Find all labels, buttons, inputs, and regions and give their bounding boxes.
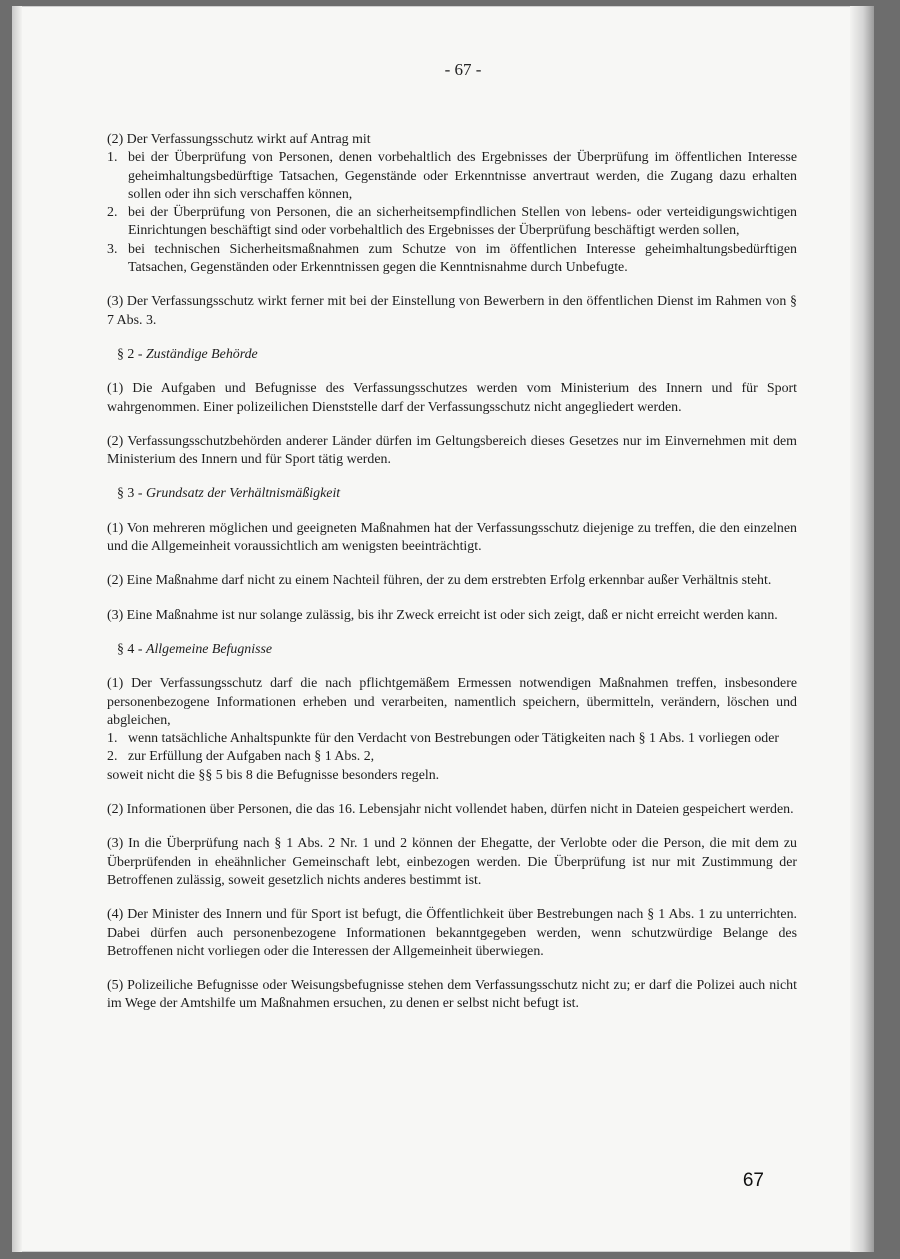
s4-abs5: (5) Polizeiliche Befugnisse oder Weisungsbefugnisse stehen dem Verfassungsschutz nicht zu; er darf die Polizei auch nicht im Wege der Amtshilfe um Maßnahmen ersuchen, zu denen er selbst nicht befugt ist.: [107, 978, 797, 1012]
list-item: 1. wenn tatsächliche Anhaltspunkte für den Verdacht von Bestrebungen oder Tätigkeiten nach § 1 Abs. 1 vorliegen oder: [107, 731, 780, 747]
scanned-page: [12, 6, 874, 1252]
s3-abs3: (3) Eine Maßnahme ist nur solange zulässig, bis ihr Zweck erreicht ist oder sich zeigt, daß er nicht erreicht werden kann.: [107, 607, 778, 623]
section-heading-2: § 2 - Zuständige Behörde: [117, 346, 258, 362]
page-header: - 67 -: [444, 60, 482, 79]
s4-abs2: (2) Informationen über Personen, die das 16. Lebensjahr nicht vollendet haben, dürfen nicht in Dateien gespeichert werden.: [107, 802, 794, 818]
page-edge-left: [12, 6, 22, 1252]
s1-abs2-list: [107, 149, 797, 277]
s4-abs1-intro: (1) Der Verfassungsschutz darf die nach pflichtgemäßem Ermessen notwendigen Maßnahmen treffen, insbesondere personenbezogene Informationen erheben und verarbeiten, namentlich speichern, übermitteln, verändern, löschen und abgleichen,: [107, 676, 797, 728]
s4-abs1-trailer: soweit nicht die §§ 5 bis 8 die Befugnisse besonders regeln.: [107, 767, 440, 783]
s1-abs3: (3) Der Verfassungsschutz wirkt ferner mit bei der Einstellung von Bewerbern in den öffentlichen Dienst im Rahmen von § 7 Abs. 3.: [107, 294, 797, 328]
s4-abs3: (3) In die Überprüfung nach § 1 Abs. 2 Nr. 1 und 2 können der Ehegatte, der Verlobte oder die Person, die mit dem zu Überprüfenden in eheähnlicher Gemeinschaft lebt, einbezogen werden. Die Überprüfung ist nur mit Zustimmung der Betroffenen zulässig, soweit gesetzlich nichts anderes bestimmt ist.: [107, 836, 797, 888]
s2-abs2: (2) Verfassungsschutzbehörden anderer Länder dürfen im Geltungsbereich dieses Gesetzes nur im Einvernehmen mit dem Ministerium des Innern und für Sport tätig werden.: [107, 433, 797, 468]
s3-abs2: (2) Eine Maßnahme darf nicht zu einem Nachteil führen, der zu dem erstrebten Erfolg erkennbar außer Verhältnis steht.: [107, 573, 772, 589]
list-item: 1. bei der Überprüfung von Personen, denen vorbehaltlich des Ergebnisses der Überprüfung im öffentlichen Interesse geheimhaltungsbedürftige Tatsachen, Gegenstände oder Erkenntnisse anvertraut werden, die Zugang dazu erhalten sollen oder ihn sich verschaffen können,: [107, 150, 797, 202]
s4-abs1-list: [107, 730, 797, 767]
s2-abs1: (1) Die Aufgaben und Befugnisse des Verfassungsschutzes werden vom Ministerium des Innern und für Sport wahrgenommen. Einer polizeilichen Dienststelle darf der Verfassungsschutz nicht angegliedert werden.: [107, 381, 797, 415]
document-body: [107, 131, 797, 1030]
list-item: 2. bei der Überprüfung von Personen, die an sicherheitsempfindlichen Stellen von lebens- oder verteidigungswichtigen Einrichtungen beschäftigt sind oder vorbehaltlich des Ergebnisses der Überprüfung beschäftigt werden sollen,: [107, 205, 797, 239]
section-heading-3: § 3 - Grundsatz der Verhältnismäßigkeit: [117, 486, 341, 502]
list-item: 3. bei technischen Sicherheitsmaßnahmen zum Schutze von im öffentlichen Interesse geheimhaltungsbedürftigen Tatsachen, Gegenständen oder Erkenntnissen gegen die Kenntnisnahme durch Unbefugte.: [107, 241, 797, 276]
list-item: 2. zur Erfüllung der Aufgaben nach § 1 Abs. 2,: [107, 749, 375, 765]
s3-abs1: (1) Von mehreren möglichen und geeigneten Maßnahmen hat der Verfassungsschutz diejenige zu treffen, die den einzelnen und die Allgemeinheit voraussichtlich am wenigsten beeinträchtigt.: [107, 520, 797, 555]
s1-abs2-intro: (2) Der Verfassungsschutz wirkt auf Antrag mit: [107, 132, 371, 147]
page-edge-right: [850, 6, 874, 1252]
s4-abs4: (4) Der Minister des Innern und für Sport ist befugt, die Öffentlichkeit über Bestrebungen nach § 1 Abs. 1 zu unterrichten. Dabei dürfen auch personenbezogene Informationen bekanntgegeben werden, wenn schutzwürdige Belange des Betroffenen nicht vorliegen oder die Interessen der Allgemeinheit überwiegen.: [107, 907, 797, 959]
section-heading-4: § 4 - Allgemeine Befugnisse: [117, 641, 273, 657]
page-number: 67: [742, 1170, 764, 1191]
